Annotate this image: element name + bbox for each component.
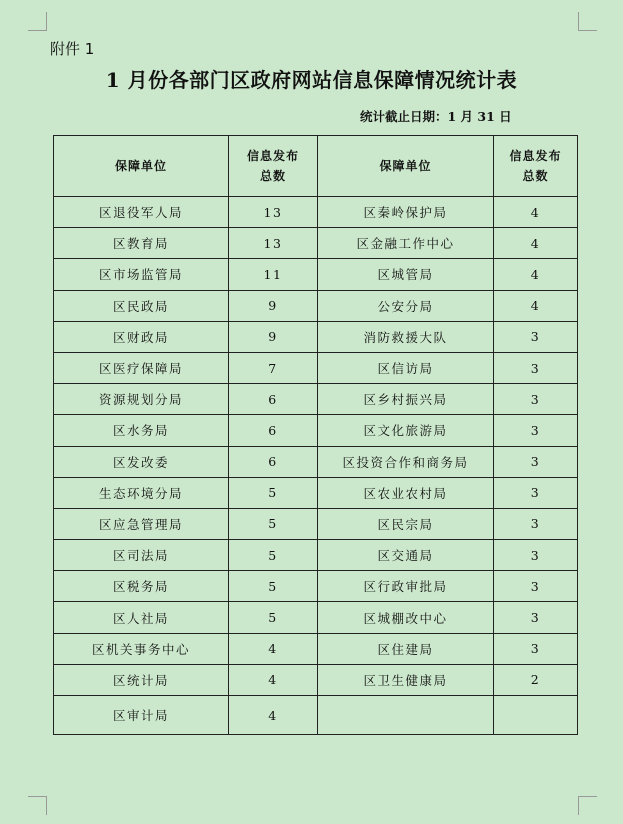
count-cell: 5: [229, 508, 318, 539]
unit-cell: 区发改委: [54, 446, 229, 477]
unit-cell: 区金融工作中心: [318, 228, 494, 259]
count-cell: 11: [229, 259, 318, 290]
count-cell: 3: [494, 352, 578, 383]
unit-cell: 区财政局: [54, 321, 229, 352]
table-row: [54, 446, 578, 477]
header-count-line2: 总数: [259, 169, 286, 183]
unit-cell: 区秦岭保护局: [318, 197, 494, 228]
header-count-line2: 总数: [522, 169, 549, 183]
table-row: [54, 633, 578, 664]
unit-cell: 资源规划分局: [54, 384, 229, 415]
count-cell: 4: [494, 228, 578, 259]
unit-cell: 区城管局: [318, 259, 494, 290]
unit-cell: 区退役军人局: [54, 197, 229, 228]
unit-cell: 区民政局: [54, 290, 229, 321]
count-cell: 6: [229, 415, 318, 446]
attachment-label: 附件 1: [50, 40, 95, 58]
table-row: [54, 321, 578, 352]
count-cell: 4: [494, 290, 578, 321]
unit-cell: 区教育局: [54, 228, 229, 259]
count-cell: 3: [494, 508, 578, 539]
header-count-left: [229, 136, 318, 197]
count-cell: 9: [229, 290, 318, 321]
unit-cell: 区农业农村局: [318, 477, 494, 508]
count-cell: 13: [229, 197, 318, 228]
table-row: [54, 415, 578, 446]
unit-cell: 区卫生健康局: [318, 664, 494, 695]
table-row: [54, 664, 578, 695]
unit-cell: 区应急管理局: [54, 508, 229, 539]
unit-cell: 区人社局: [54, 602, 229, 633]
unit-cell: 区城棚改中心: [318, 602, 494, 633]
count-cell: 6: [229, 384, 318, 415]
header-count-line1: 信息发布: [509, 149, 562, 163]
count-cell: 3: [494, 446, 578, 477]
count-cell: 13: [229, 228, 318, 259]
unit-cell: 区司法局: [54, 540, 229, 571]
unit-cell: 区乡村振兴局: [318, 384, 494, 415]
table-row: [54, 290, 578, 321]
count-cell: 4: [494, 259, 578, 290]
unit-cell: 区审计局: [54, 696, 229, 735]
count-cell: 3: [494, 571, 578, 602]
header-count-right: [494, 136, 578, 197]
page-title: 1 月份各部门区政府网站信息保障情况统计表: [105, 68, 518, 92]
count-cell: 3: [494, 384, 578, 415]
crop-mark-top-right: [578, 12, 597, 31]
unit-cell: 区市场监管局: [54, 259, 229, 290]
unit-cell: 消防救援大队: [318, 321, 494, 352]
count-cell: 5: [229, 602, 318, 633]
count-cell: 4: [229, 664, 318, 695]
table-row: [54, 228, 578, 259]
unit-cell: 区医疗保障局: [54, 352, 229, 383]
count-cell: 4: [494, 197, 578, 228]
unit-cell: 公安分局: [318, 290, 494, 321]
count-cell: 3: [494, 415, 578, 446]
table-row: [54, 384, 578, 415]
unit-cell: 区住建局: [318, 633, 494, 664]
table-row: [54, 477, 578, 508]
header-count-line1: 信息发布: [246, 149, 299, 163]
count-cell: 3: [494, 321, 578, 352]
unit-cell: 区机关事务中心: [54, 633, 229, 664]
unit-cell: 区文化旅游局: [318, 415, 494, 446]
unit-cell: 区行政审批局: [318, 571, 494, 602]
unit-cell: 区税务局: [54, 571, 229, 602]
table-row: [54, 602, 578, 633]
unit-cell: 生态环境分局: [54, 477, 229, 508]
count-cell: 3: [494, 602, 578, 633]
table-header-row: [54, 136, 578, 197]
cutoff-date: 统计截止日期：1 月 31 日: [360, 109, 512, 124]
statistics-table: [53, 135, 578, 735]
count-cell: [494, 696, 578, 735]
table-row: [54, 352, 578, 383]
table-row: [54, 696, 578, 735]
count-cell: 3: [494, 633, 578, 664]
crop-mark-top-left: [28, 12, 47, 31]
header-unit-right: 保障单位: [318, 136, 494, 197]
count-cell: 6: [229, 446, 318, 477]
count-cell: 5: [229, 571, 318, 602]
table-body: [54, 197, 578, 735]
unit-cell: 区水务局: [54, 415, 229, 446]
count-cell: 7: [229, 352, 318, 383]
count-cell: 4: [229, 696, 318, 735]
table-row: [54, 197, 578, 228]
table-row: [54, 571, 578, 602]
count-cell: 2: [494, 664, 578, 695]
count-cell: 4: [229, 633, 318, 664]
count-cell: 5: [229, 477, 318, 508]
table-row: [54, 508, 578, 539]
unit-cell: 区投资合作和商务局: [318, 446, 494, 477]
table-row: [54, 540, 578, 571]
unit-cell: 区信访局: [318, 352, 494, 383]
count-cell: 5: [229, 540, 318, 571]
header-unit-left: 保障单位: [54, 136, 229, 197]
count-cell: 3: [494, 540, 578, 571]
unit-cell: [318, 696, 494, 735]
unit-cell: 区民宗局: [318, 508, 494, 539]
table-row: [54, 259, 578, 290]
unit-cell: 区统计局: [54, 664, 229, 695]
count-cell: 9: [229, 321, 318, 352]
count-cell: 3: [494, 477, 578, 508]
unit-cell: 区交通局: [318, 540, 494, 571]
crop-mark-bottom-left: [28, 796, 47, 815]
crop-mark-bottom-right: [578, 796, 597, 815]
